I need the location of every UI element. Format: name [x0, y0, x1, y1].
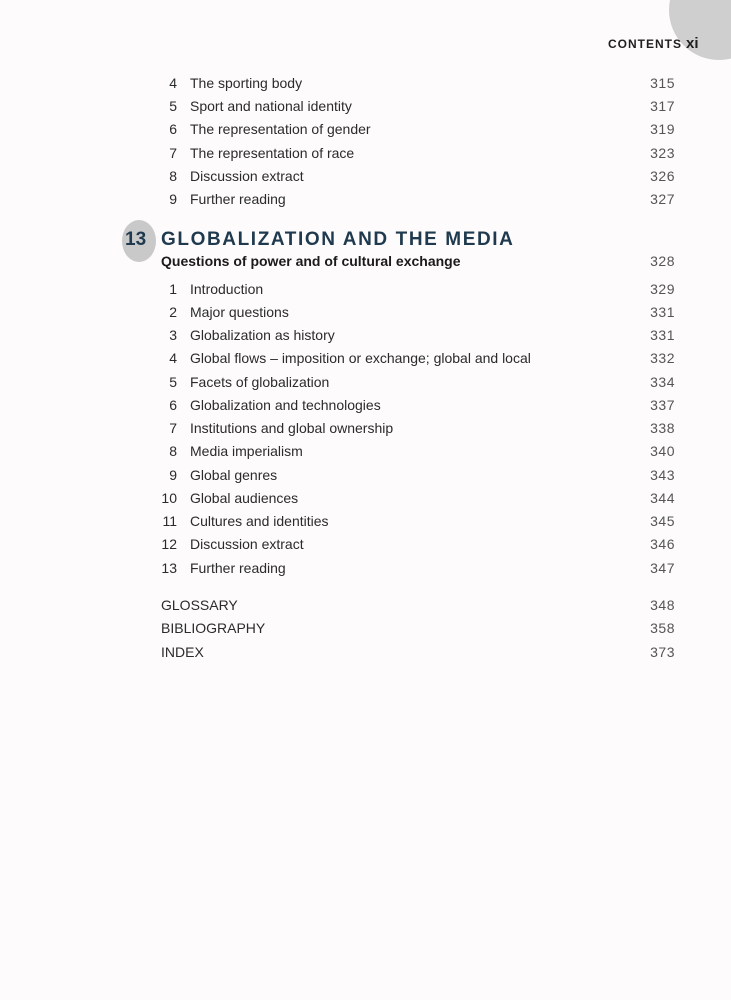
entry-title: Facets of globalization — [190, 374, 330, 390]
toc-entry[interactable] — [0, 168, 731, 188]
toc-entry[interactable] — [0, 191, 731, 211]
toc-entry[interactable] — [0, 75, 731, 95]
toc-entry[interactable] — [0, 121, 731, 141]
entry-title: Further reading — [190, 191, 286, 207]
entry-page: 345 — [650, 513, 675, 529]
entry-page: 346 — [650, 536, 675, 552]
toc-entry[interactable] — [0, 513, 731, 533]
toc-entry[interactable] — [0, 145, 731, 165]
chapter-page: 328 — [650, 253, 675, 269]
entry-number: 3 — [169, 327, 177, 343]
toc-entry[interactable] — [0, 420, 731, 440]
toc-entry[interactable] — [0, 490, 731, 510]
entry-number: 9 — [169, 191, 177, 207]
entry-title: Globalization and technologies — [190, 397, 381, 413]
entry-title: Global flows – imposition or exchange; global and local — [190, 350, 531, 366]
entry-number: 5 — [169, 98, 177, 114]
toc-entry[interactable] — [0, 350, 731, 370]
entry-page: 343 — [650, 467, 675, 483]
running-head-label: CONTENTS — [608, 37, 682, 51]
toc-entry[interactable] — [0, 443, 731, 463]
entry-page: 340 — [650, 443, 675, 459]
entry-page: 317 — [650, 98, 675, 114]
toc-entry[interactable] — [0, 304, 731, 324]
entry-title: Global genres — [190, 467, 278, 483]
entry-title: Globalization as history — [190, 327, 335, 343]
entry-title: Global audiences — [190, 490, 299, 506]
entry-number: 6 — [169, 121, 177, 137]
toc-entry[interactable] — [0, 536, 731, 556]
running-head-page: xi — [686, 35, 699, 52]
back-matter-title: BIBLIOGRAPHY — [161, 620, 266, 636]
entry-number: 2 — [169, 304, 177, 320]
chapter-number: 13 — [125, 229, 147, 250]
entry-page: 326 — [650, 168, 675, 184]
back-matter-page: 373 — [650, 644, 675, 660]
entry-page: 327 — [650, 191, 675, 207]
entry-number: 13 — [161, 560, 177, 576]
entry-page: 338 — [650, 420, 675, 436]
entry-title: Media imperialism — [190, 443, 303, 459]
entry-title: Discussion extract — [190, 536, 304, 552]
back-matter-entry-glossary[interactable] — [0, 597, 731, 617]
entry-number: 10 — [161, 490, 177, 506]
toc-entry[interactable] — [0, 327, 731, 347]
toc-entry[interactable] — [0, 467, 731, 487]
entry-page: 315 — [650, 75, 675, 91]
toc-entry[interactable] — [0, 374, 731, 394]
back-matter-entry-index[interactable] — [0, 644, 731, 664]
chapter-title[interactable]: GLOBALIZATION AND THE MEDIA — [161, 229, 515, 250]
entry-number: 9 — [169, 467, 177, 483]
entry-number: 4 — [169, 350, 177, 366]
entry-page: 334 — [650, 374, 675, 390]
entry-page: 344 — [650, 490, 675, 506]
entry-number: 12 — [161, 536, 177, 552]
entry-page: 331 — [650, 304, 675, 320]
entry-title: The representation of race — [190, 145, 355, 161]
entry-page: 347 — [650, 560, 675, 576]
entry-number: 7 — [169, 145, 177, 161]
toc-entry[interactable] — [0, 560, 731, 580]
entry-number: 8 — [169, 168, 177, 184]
entry-number: 8 — [169, 443, 177, 459]
entry-page: 337 — [650, 397, 675, 413]
running-head — [608, 35, 699, 52]
chapter-subtitle: Questions of power and of cultural exchange — [161, 253, 461, 269]
toc-entry[interactable] — [0, 98, 731, 118]
entry-title: Sport and national identity — [190, 98, 352, 114]
entry-number: 1 — [169, 281, 177, 297]
entry-title: The representation of gender — [190, 121, 371, 137]
entry-number: 6 — [169, 397, 177, 413]
entry-page: 329 — [650, 281, 675, 297]
toc-entry[interactable] — [0, 281, 731, 301]
back-matter-page: 358 — [650, 620, 675, 636]
toc-entry[interactable] — [0, 397, 731, 417]
back-matter-entry-bibliography[interactable] — [0, 620, 731, 640]
entry-title: Discussion extract — [190, 168, 304, 184]
entry-number: 5 — [169, 374, 177, 390]
entry-page: 323 — [650, 145, 675, 161]
entry-title: Introduction — [190, 281, 264, 297]
entry-page: 332 — [650, 350, 675, 366]
back-matter-page: 348 — [650, 597, 675, 613]
entry-title: Institutions and global ownership — [190, 420, 394, 436]
entry-title: The sporting body — [190, 75, 303, 91]
entry-number: 4 — [169, 75, 177, 91]
entry-title: Major questions — [190, 304, 289, 320]
entry-number: 7 — [169, 420, 177, 436]
entry-title: Further reading — [190, 560, 286, 576]
entry-title: Cultures and identities — [190, 513, 329, 529]
entry-page: 319 — [650, 121, 675, 137]
entry-page: 331 — [650, 327, 675, 343]
entry-number: 11 — [162, 513, 177, 529]
back-matter-title: INDEX — [161, 644, 204, 660]
back-matter-title: GLOSSARY — [161, 597, 238, 613]
